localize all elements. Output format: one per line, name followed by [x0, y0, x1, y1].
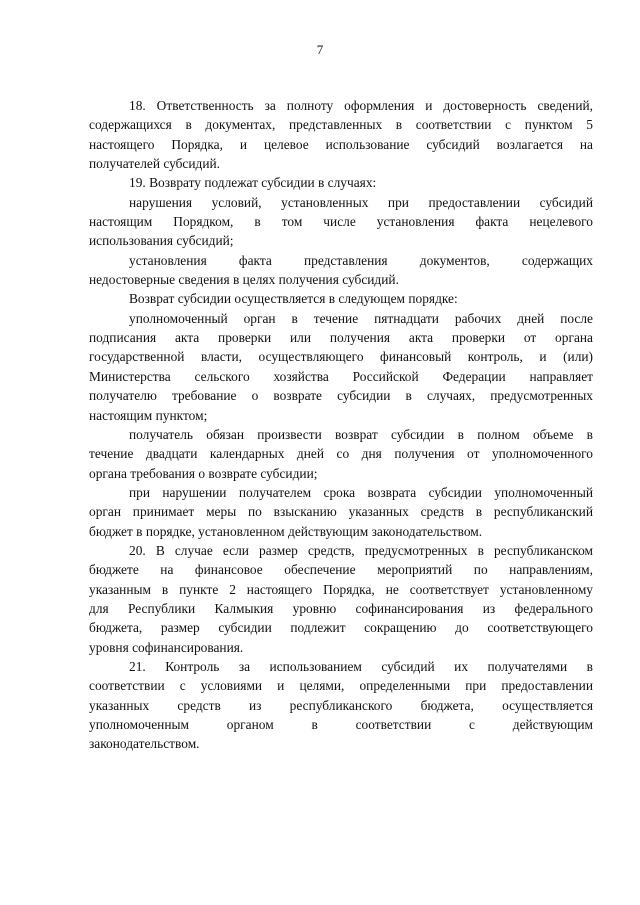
text-line: 18. Ответственность за полноту оформления и достоверность сведений, [129, 98, 593, 113]
text-line: настоящим Порядком, в том числе установления факта нецелевого [89, 214, 593, 230]
text-line: течение двадцати календарных дней со дня получения от уполномоченного [89, 446, 593, 462]
text-line: бюджет в порядке, установленном действующим законодательством. [89, 523, 483, 539]
text-line: при нарушении получателем срока возврата субсидии уполномоченный [129, 484, 593, 500]
text-line: получателю требование о возврате субсидии в случаях, предусмотренных [89, 388, 593, 404]
text-line: уровня софинансирования. [89, 639, 244, 655]
text-line: настоящим пунктом; [89, 407, 208, 423]
text-line: законодательством. [89, 736, 200, 752]
text-line: нарушения условий, установленных при предоставлении субсидий [129, 194, 593, 210]
text-line: указанных средств из республиканского бюджета, осуществляется [89, 697, 593, 713]
text-line: для Республики Калмыкия уровню софинансирования из федерального [89, 600, 593, 616]
text-line: бюджете на финансовое обеспечение мероприятий по направлениям, [89, 562, 593, 578]
text-line: содержащихся в документах, представленных в соответствии с пунктом 5 [89, 117, 593, 133]
text-line: получатель обязан произвести возврат субсидии в полном объеме в [129, 426, 593, 442]
text-line: подписания акта проверки или получения акта проверки от органа [89, 330, 593, 346]
text-line: использования субсидий; [89, 233, 234, 249]
text-line: уполномоченным органом в соответствии с действующим [89, 717, 593, 732]
text-line: 20. В случае если размер средств, предусмотренных в республиканском [129, 542, 593, 558]
text-line: органа требования о возврате субсидии; [89, 465, 318, 481]
text-line: уполномоченный орган в течение пятнадцати рабочих дней после [129, 310, 593, 326]
text-line: Возврат субсидии осуществляется в следующем порядке: [129, 291, 458, 307]
text-line: указанным в пункте 2 настоящего Порядка, не соответствует установленному [89, 581, 593, 597]
text-line: соответствии с условиями и целями, определенными при предоставлении [89, 678, 593, 694]
text-line: орган принимает меры по взысканию указанных средств в республиканский [89, 504, 593, 520]
text-line: получателей субсидий. [89, 156, 221, 172]
text-line: недостоверные сведения в целях получения субсидий. [89, 272, 399, 288]
page-number: 7 [316, 42, 324, 57]
text-line: настоящего Порядка, и целевое использование субсидий возлагается на [89, 136, 593, 152]
document-body [89, 96, 593, 754]
text-line: государственной власти, осуществляющего финансовый контроль, и (или) [89, 349, 593, 365]
text-line: 19. Возврату подлежат субсидии в случаях: [129, 175, 377, 191]
text-line: бюджета, размер субсидии подлежит сокращению до соответствующего [89, 620, 593, 636]
text-line: установления факта представления документов, содержащих [129, 252, 593, 268]
text-line: Министерства сельского хозяйства Российской Федерации направляет [89, 368, 593, 384]
text-line: 21. Контроль за использованием субсидий их получателями в [129, 658, 593, 674]
